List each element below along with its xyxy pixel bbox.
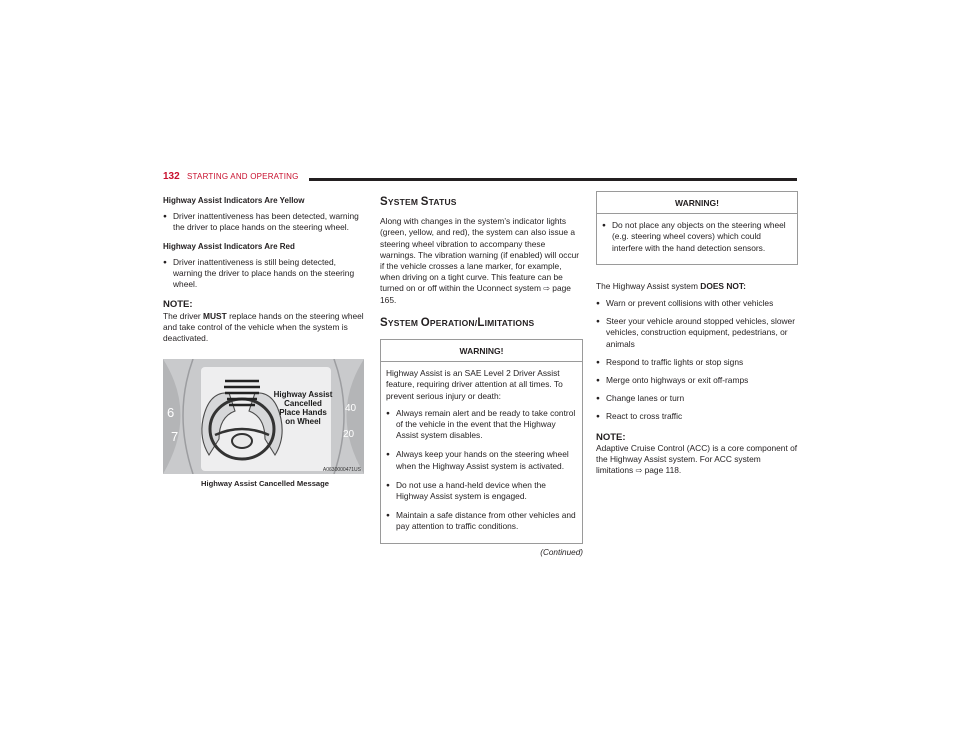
warning-bullet: ● Always remain alert and be ready to take control of the vehicle in the event that the Highway Assist system disables. — [386, 408, 578, 442]
warning-bullet: ● Do not use a hand-held device when the Highway Assist system is engaged. — [386, 480, 578, 502]
status-text: Along with changes in the system’s indicator lights (green, yellow, and red), the system can also issue a steering wheel vibration to accompany these warnings. The vibration warning (if enabled) will occur if the vehicle crosses a lane marker, for example, when driving on a tight curve. This feature can be turned on or off within the Uconnect system — [380, 216, 580, 294]
heading1-rest2: TATUS — [428, 197, 457, 207]
column-2 — [380, 195, 583, 558]
gauge-number-20: 20 — [343, 429, 355, 441]
warning-intro: Highway Assist is an SAE Level 2 Driver Assist feature, requiring driver attention at all times. To prevent serious injury or death: — [386, 368, 563, 401]
continued-label: (Continued) — [540, 547, 583, 557]
heading-operation-limitations — [380, 318, 583, 329]
limitation-item: ● Respond to traffic lights or stop signs — [596, 357, 798, 368]
warning-title-2: WARNING! — [597, 192, 797, 214]
does-not-intro — [596, 281, 798, 292]
cluster-figure — [163, 359, 364, 474]
note-text-post: replace hands on the steering wheel and take control of the vehicle when the system is deactivated. — [163, 310, 364, 344]
warning-box-2 — [596, 191, 798, 265]
note-text — [163, 311, 367, 345]
status-paragraph — [380, 216, 583, 306]
page-reference-link[interactable]: page 165. — [380, 283, 571, 305]
column-3 — [596, 195, 798, 482]
intro-bold: DOES NOT: — [700, 280, 746, 291]
limitation-item: ● Steer your vehicle around stopped vehicles, slower vehicles, construction equipment, pedestrians, or animals — [596, 316, 798, 350]
heading1-rest: YSTEM — [387, 197, 421, 207]
header-rule — [309, 178, 797, 181]
page-reference-link[interactable]: page 118. — [644, 465, 682, 476]
heading2-rest2: PERATION/ — [429, 317, 478, 328]
heading2-cap3: L — [477, 316, 485, 329]
note-label: NOTE: — [163, 299, 193, 311]
acc-note-text: Adaptive Cruise Control (ACC) is a core component of the Highway Assist system. For ACC system limitations — [596, 442, 798, 476]
fig-label-line1: Highway Assist — [273, 390, 333, 400]
section-title: STARTING AND OPERATING — [187, 172, 299, 181]
acc-note — [596, 443, 798, 477]
heading2-cap2: O — [420, 316, 430, 329]
warning-bullet: ● Always keep your hands on the steering wheel when the Highway Assist system is activated. — [386, 449, 578, 471]
arrow-right-icon: ⇨ — [635, 466, 643, 476]
limitation-item: ● Change lanes or turn — [596, 393, 798, 404]
arrow-right-icon: ⇨ — [543, 284, 550, 294]
gauge-number-40: 40 — [345, 403, 357, 415]
warning-bullet: ● Do not place any objects on the steering wheel (e.g. steering wheel covers) which could interfere with the hand detection sensors. — [602, 220, 793, 254]
heading2-rest: YSTEM — [387, 317, 421, 328]
heading2-rest3: IMITATIONS — [484, 317, 535, 328]
fig-label-line3: Place Hands — [279, 408, 327, 418]
heading1-cap2: S — [420, 196, 429, 208]
heading-system-status — [380, 197, 583, 208]
subheading-yellow: Highway Assist Indicators Are Yellow — [163, 196, 305, 205]
limitation-item: ● Warn or prevent collisions with other vehicles — [596, 298, 798, 309]
subheading-red: Highway Assist Indicators Are Red — [163, 241, 295, 251]
bullet-yellow: ● Driver inattentiveness has been detected, warning the driver to place hands on the steering wheel. — [163, 211, 367, 233]
gauge-number-6: 6 — [167, 405, 175, 421]
cluster-illustration — [163, 359, 364, 474]
page-number: 132 — [163, 171, 180, 182]
limitation-item: ● Merge onto highways or exit off-ramps — [596, 375, 798, 386]
warning-box — [380, 339, 583, 544]
column-1 — [163, 195, 367, 489]
note-text-must: MUST — [203, 310, 227, 321]
limitation-item: ● React to cross traffic — [596, 411, 798, 422]
gauge-number-7: 7 — [171, 429, 179, 445]
fig-code: A0630000471US — [322, 467, 361, 474]
heading2-cap: S — [380, 316, 388, 329]
fig-label-line2: Cancelled — [284, 399, 322, 409]
note-label-2: NOTE: — [596, 431, 626, 443]
page-header — [163, 171, 797, 185]
heading1-cap: S — [380, 196, 388, 208]
bullet-red: ● Driver inattentiveness is still being detected, warning the driver to place hands on the steering wheel. — [163, 257, 367, 291]
intro-pre: The Highway Assist system — [596, 280, 701, 291]
figure-caption: Highway Assist Cancelled Message — [200, 479, 330, 489]
warning-title: WARNING! — [381, 340, 582, 362]
warning-bullet: ● Maintain a safe distance from other vehicles and pay attention to traffic conditions. — [386, 510, 578, 532]
fig-label-line4: on Wheel — [285, 417, 321, 427]
note-text-pre: The driver — [163, 310, 204, 321]
